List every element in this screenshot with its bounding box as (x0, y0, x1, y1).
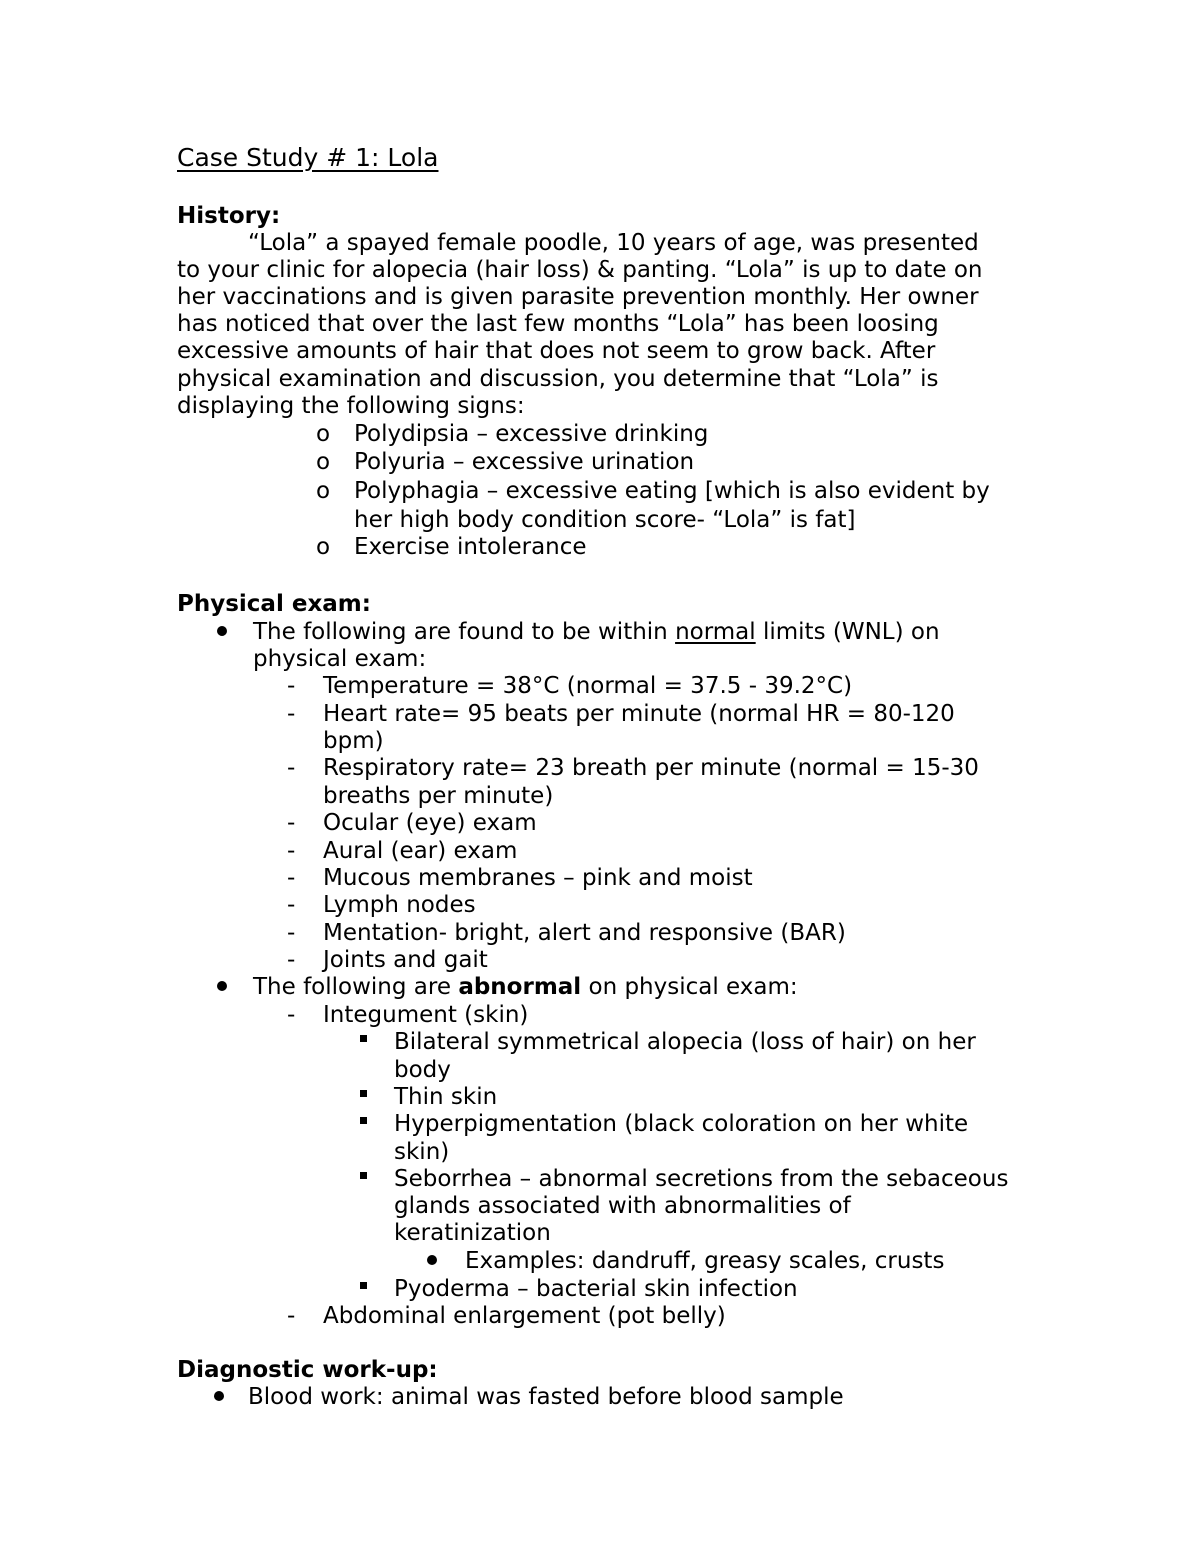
history-line: to your clinic for alopecia (hair loss) & panting. “Lola” is up to date on (177, 257, 983, 283)
dash-marker: - (287, 701, 296, 727)
sign-item: Polydipsia – excessive drinking (354, 421, 709, 447)
skin-item: Thin skin (394, 1084, 498, 1110)
wnl-item: Temperature = 38°C (normal = 37.5 - 39.2°C) (323, 673, 853, 699)
bullet-dot (427, 1255, 437, 1265)
skin-item-continued: skin) (394, 1139, 450, 1165)
dash-marker: - (287, 947, 296, 973)
history-line: her vaccinations and is given parasite prevention monthly. Her owner (177, 284, 979, 310)
wnl-intro-text-end: limits (WNL) on (755, 619, 940, 645)
square-bullet (360, 1117, 367, 1124)
abnormal-intro-bold: abnormal (458, 974, 582, 1000)
integument-item: Integument (skin) (323, 1002, 529, 1028)
abdominal-item: Abdominal enlargement (pot belly) (323, 1303, 726, 1329)
square-bullet (360, 1090, 367, 1097)
list-marker-o: o (316, 534, 331, 560)
wnl-item: Respiratory rate= 23 breath per minute (normal = 15-30 (323, 755, 979, 781)
abnormal-intro (253, 974, 798, 1001)
wnl-item: Aural (ear) exam (323, 838, 518, 864)
dash-marker: - (287, 1002, 296, 1028)
diagnostic-item: Blood work: animal was fasted before blood sample (248, 1384, 844, 1410)
history-line: excessive amounts of hair that does not seem to grow back. After (177, 338, 936, 364)
abnormal-intro-text-end: on physical exam: (581, 974, 798, 1000)
history-line: “Lola” a spayed female poodle, 10 years of age, was presented (248, 230, 979, 256)
list-marker-o: o (316, 478, 331, 504)
wnl-item: Lymph nodes (323, 892, 476, 918)
skin-item: Pyoderma – bacterial skin infection (394, 1276, 798, 1302)
wnl-item: Mentation- bright, alert and responsive (BAR) (323, 920, 846, 946)
square-bullet (360, 1282, 367, 1289)
list-marker-o: o (316, 421, 331, 447)
sign-item-continued: her high body condition score- “Lola” is fat] (354, 507, 856, 533)
sign-item: Polyuria – excessive urination (354, 449, 695, 475)
skin-item: Bilateral symmetrical alopecia (loss of hair) on her (394, 1029, 976, 1055)
wnl-item: Ocular (eye) exam (323, 810, 537, 836)
wnl-intro-line2: physical exam: (253, 646, 427, 672)
abnormal-intro-text: The following are (253, 974, 459, 1000)
bullet-dot (214, 1391, 224, 1401)
wnl-intro (253, 619, 940, 646)
wnl-intro-normal: normal (675, 619, 756, 645)
square-bullet (360, 1172, 367, 1179)
wnl-item: Heart rate= 95 beats per minute (normal HR = 80-120 (323, 701, 955, 727)
seborrhea-example: Examples: dandruff, greasy scales, crusts (465, 1248, 945, 1274)
history-line: displaying the following signs: (177, 393, 525, 419)
history-line: physical examination and discussion, you determine that “Lola” is (177, 366, 939, 392)
wnl-item-continued: breaths per minute) (323, 783, 554, 809)
sign-item: Exercise intolerance (354, 534, 587, 560)
history-heading: History: (177, 203, 281, 229)
list-marker-o: o (316, 449, 331, 475)
dash-marker: - (287, 838, 296, 864)
skin-item-continued: glands associated with abnormalities of (394, 1193, 851, 1219)
physical-exam-heading: Physical exam: (177, 591, 371, 617)
wnl-intro-text: The following are found to be within (253, 619, 676, 645)
dash-marker: - (287, 810, 296, 836)
skin-item: Seborrhea – abnormal secretions from the sebaceous (394, 1166, 1009, 1192)
dash-marker: - (287, 865, 296, 891)
wnl-item-continued: bpm) (323, 728, 384, 754)
wnl-item: Joints and gait (323, 947, 488, 973)
skin-item-continued: keratinization (394, 1220, 551, 1246)
dash-marker: - (287, 920, 296, 946)
dash-marker: - (287, 755, 296, 781)
dash-marker: - (287, 892, 296, 918)
wnl-item: Mucous membranes – pink and moist (323, 865, 753, 891)
dash-marker: - (287, 673, 296, 699)
sign-item: Polyphagia – excessive eating [which is also evident by (354, 478, 990, 504)
skin-item-continued: body (394, 1057, 451, 1083)
square-bullet (360, 1035, 367, 1042)
diagnostic-heading: Diagnostic work-up: (177, 1357, 438, 1383)
skin-item: Hyperpigmentation (black coloration on her white (394, 1111, 969, 1137)
dash-marker: - (287, 1303, 296, 1329)
bullet-dot (217, 981, 227, 991)
document-title: Case Study # 1: Lola (177, 143, 439, 172)
history-line: has noticed that over the last few months “Lola” has been loosing (177, 311, 939, 337)
bullet-dot (217, 626, 227, 636)
